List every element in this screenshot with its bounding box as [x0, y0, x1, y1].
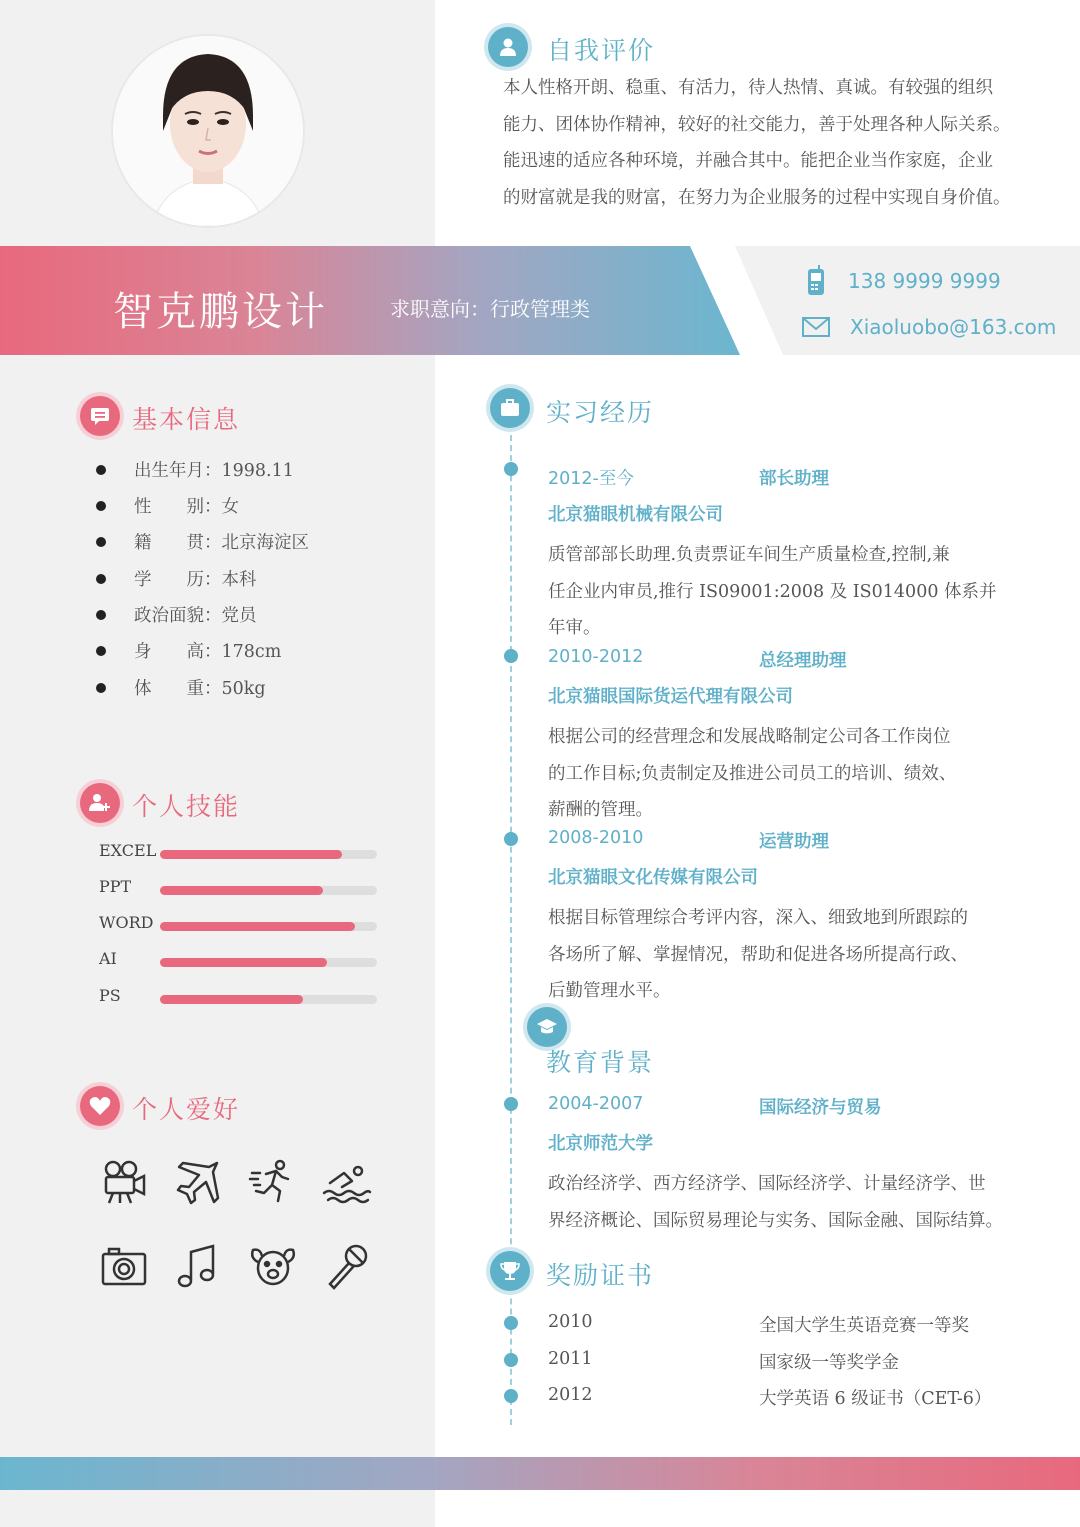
period: 2004-2007	[548, 1094, 644, 1114]
company: 北京猫眼国际货运代理有限公司	[548, 687, 793, 707]
education-icon	[527, 1007, 567, 1047]
period: 2008-2010	[548, 828, 644, 848]
skill-label: AI	[99, 949, 117, 968]
name-banner	[0, 246, 740, 355]
education-desc: 政治经济学、西方经济学、国际经济学、计量经济学、世 界经济概论、国际贸易理论与实务、国际金融、国际结算。	[548, 1174, 1003, 1231]
running-icon	[248, 1157, 298, 1207]
skill-label: WORD	[99, 913, 154, 932]
timeline-dot	[504, 832, 518, 846]
info-item: 体 重：50kg	[96, 675, 266, 700]
microphone-icon	[322, 1242, 372, 1292]
info-item: 政治面貌：党员	[96, 602, 257, 627]
email-address: Xiaoluobo@163.com	[850, 315, 1057, 339]
award-year: 2010	[548, 1312, 593, 1332]
role: 运营助理	[759, 832, 829, 852]
candidate-name: 智克鹏设计	[113, 289, 328, 335]
awards-icon	[490, 1251, 530, 1291]
major: 国际经济与贸易	[759, 1098, 882, 1118]
self-eval-line: 能迅速的适应各种环境，并融合其中。能把企业当作家庭，企业	[503, 151, 993, 171]
skill-label: EXCEL	[99, 841, 157, 860]
timeline-dot	[504, 1316, 518, 1330]
skill-bar-fill	[160, 995, 303, 1004]
hobbies-title: 个人爱好	[132, 1095, 241, 1124]
timeline-dot	[504, 462, 518, 476]
timeline-dot	[504, 1353, 518, 1367]
job-intent: 求职意向：行政管理类	[390, 297, 590, 321]
hobbies-icon	[80, 1086, 120, 1126]
self-eval-text	[503, 70, 1063, 216]
internship-icon	[490, 388, 530, 428]
self-eval-icon	[488, 27, 528, 67]
job-desc: 根据公司的经营理念和发展战略制定公司各工作岗位 的工作目标;负责制定及推进公司员工的培训、绩效、 薪酬的管理。	[548, 727, 957, 820]
phone-icon	[806, 265, 826, 297]
timeline-dot	[504, 1097, 518, 1111]
job-desc: 根据目标管理综合考评内容，深入、细致地到所跟踪的 各场所了解、掌握情况，帮助和促进各场所提高行政、 后勤管理水平。	[548, 908, 968, 1001]
awards-title: 奖励证书	[546, 1261, 655, 1290]
role: 总经理助理	[759, 651, 847, 671]
self-eval-line: 的财富就是我的财富，在努力为企业服务的过程中实现自身价值。	[503, 187, 1011, 208]
timeline-dot	[504, 1389, 518, 1403]
self-eval-line: 能力、团体协作精神，较好的社交能力，善于处理各种人际关系。	[503, 114, 1011, 135]
skill-label: PPT	[99, 877, 132, 896]
self-eval-title: 自我评价	[547, 36, 656, 65]
mail-icon	[802, 317, 830, 337]
award-name: 大学英语 6 级证书（CET-6）	[759, 1389, 992, 1409]
company: 北京猫眼文化传媒有限公司	[548, 868, 758, 888]
skill-label: PS	[99, 986, 121, 1005]
phone-number: 138 9999 9999	[848, 269, 1001, 293]
skill-bar	[160, 886, 377, 895]
avatar	[113, 36, 303, 226]
skill-bar	[160, 958, 377, 967]
movie-camera-icon	[99, 1157, 149, 1207]
school: 北京师范大学	[548, 1134, 653, 1154]
skill-bar	[160, 922, 377, 931]
left-column	[0, 0, 435, 1527]
basic-info-title: 基本信息	[132, 405, 241, 434]
period: 2012-至今	[548, 469, 634, 489]
email-row	[802, 315, 1056, 339]
job-desc: 质管部部长助理.负责票证车间生产质量检查,控制,兼 任企业内审员,推行 IS09001:2008 及 IS014000 体系并 年审。	[548, 545, 997, 638]
info-item: 籍 贯：北京海淀区	[96, 529, 309, 554]
airplane-icon	[173, 1157, 223, 1207]
award-name: 全国大学生英语竞赛一等奖	[759, 1316, 969, 1336]
swimming-icon	[322, 1157, 372, 1207]
timeline-dot	[504, 649, 518, 663]
basic-info-icon	[80, 396, 120, 436]
education-title: 教育背景	[546, 1048, 655, 1077]
camera-icon	[99, 1242, 149, 1292]
internship-title: 实习经历	[546, 398, 655, 427]
skill-bar-fill	[160, 886, 323, 895]
info-item: 身 高：178cm	[96, 638, 281, 663]
skill-bar-fill	[160, 958, 327, 967]
award-year: 2011	[548, 1349, 593, 1369]
skill-bar	[160, 850, 377, 859]
skill-bar-fill	[160, 850, 342, 859]
award-year: 2012	[548, 1385, 593, 1405]
dog-icon	[248, 1242, 298, 1292]
self-eval-line: 本人性格开朗、稳重、有活力，待人热情、真诚。有较强的组织	[503, 78, 993, 98]
bottom-gradient-bar	[0, 1457, 1080, 1490]
phone-row	[806, 265, 1001, 297]
period: 2010-2012	[548, 647, 644, 667]
info-item: 学 历：本科	[96, 566, 257, 591]
skills-title: 个人技能	[132, 792, 241, 821]
info-item: 出生年月：1998.11	[96, 457, 294, 482]
company: 北京猫眼机械有限公司	[548, 505, 723, 525]
skill-bar	[160, 995, 377, 1004]
award-name: 国家级一等奖学金	[759, 1353, 899, 1373]
music-note-icon	[173, 1242, 223, 1292]
role: 部长助理	[759, 469, 829, 489]
skills-icon	[80, 783, 120, 823]
skill-bar-fill	[160, 922, 355, 931]
info-item: 性 别：女	[96, 493, 239, 518]
